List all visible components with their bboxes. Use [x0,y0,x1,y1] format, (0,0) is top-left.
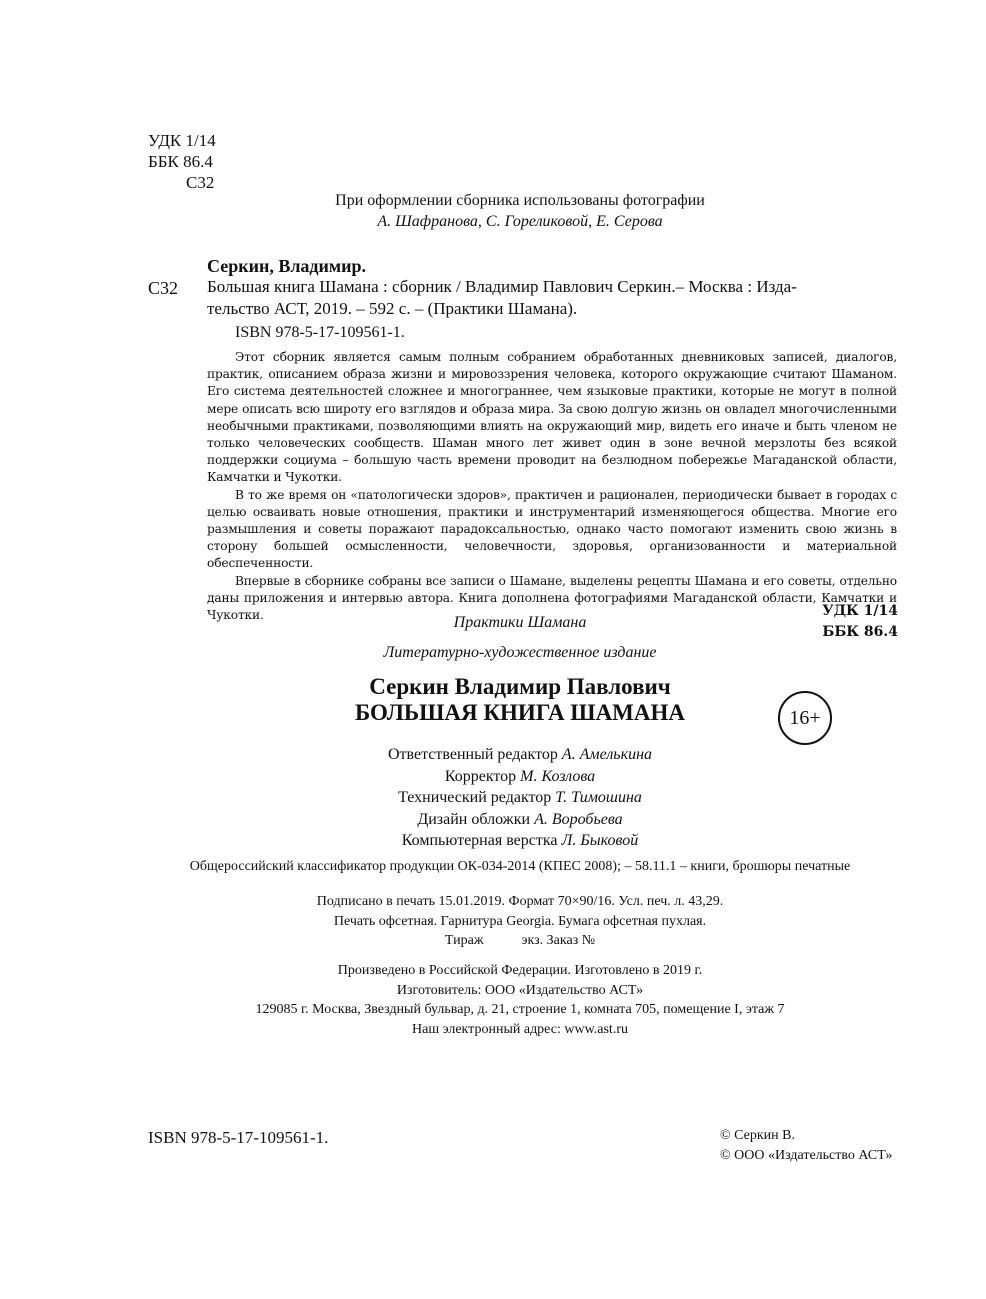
credit-person: Т. Тимошина [555,789,642,806]
annotation [207,349,897,624]
bbk-right-code: ББК 86.4 [822,624,898,640]
product-classifier: Общероссийский классификатор продукции ОК-034-2014 (КПЕС 2008); – 58.11.1 – книги, брошюры печатные [189,859,851,874]
copyright-publisher: © ООО «Издательство АСТ» [720,1148,893,1163]
credit-role: Технический редактор [398,789,552,806]
bibliography-author: Серкин, Владимир. [207,256,367,276]
credit-person: М. Козлова [520,767,596,785]
credit-role: Корректор [444,767,517,785]
copyright-author: © Серкин В. [720,1128,795,1143]
print-info-line3 [200,931,840,951]
photo-credit-names: А. Шафранова, С. Гореликовой, Е. Серова [377,213,663,230]
bibliography-record [207,276,897,320]
credits [200,744,840,852]
credit-line [200,809,840,831]
photo-credit [200,190,840,232]
bibliography-line2: тельство АСТ, 2019. – 592 с. – (Практики Шамана). [207,299,578,318]
print-info [200,892,840,951]
udk-block [148,130,216,193]
production-line3: 129085 г. Москва, Звездный бульвар, д. 21, строение 1, комната 705, помещение I, этаж 7 [255,1002,785,1017]
series-name: Практики Шамана [453,614,587,631]
age-rating-badge [778,691,832,745]
production-line2: Изготовитель: ООО «Издательство АСТ» [396,982,644,998]
annotation-paragraph-2: В то же время он «патологически здоров», практичен и рационален, периодически бывает в городах с целью осваивать новые отношения, практики и инструментарий изменяющегося общества. Многие его размышления и советы поражают парадоксальностью, однако часто помогают изменить свою жизнь в сторону большей осмысленности, человечности, здоровья, организованности и материальной обеспеченности. [207,487,897,571]
credit-person: А. Амелькина [561,746,652,763]
bibliography-isbn: ISBN 978-5-17-109561-1. [235,324,405,341]
author-mark: С32 [186,173,215,192]
udk-code: УДК 1/14 [148,131,216,150]
age-rating-label: 16+ [789,706,821,729]
annotation-paragraph-1: Этот сборник является самым полным собранием обработанных дневниковых записей, диалогов, практик, описанием образа жизни и мировоззрения человека, которого окружающие считают Шаманом. Его система деятельностей сложнее и многограннее, чем языковые практики, которые не могут в полной мере описать всю широту его взглядов и образа мира. За свою долгую жизнь он овладел многочисленными необычными практиками, позволяющими влиять на окружающий мир, видеть его иначе и быть членом не только человеческих сообществ. Шаман много лет живет один в зоне вечной мерзлоты без всякой поддержки социума – большую часть времени проводит на безлюдном побережье Магаданской области, Камчатки и Чукотки. [207,350,897,485]
udk-right-code: УДК 1/14 [822,603,898,619]
genre: Литературно-художественное издание [383,644,657,661]
annotation-paragraph-3: Впервые в сборнике собраны все записи о Шамане, выделены рецепты Шамана и его советы, отдельно даны приложения и интервью автора. Книга дополнена фотографиями Магаданской области, Камчатки и Чукотки. [207,573,897,623]
production-line1: Произведено в Российской Федерации. Изготовлено в 2019 г. [337,963,703,978]
credit-line [200,744,840,766]
book-title: БОЛЬШАЯ КНИГА ШАМАНА [355,700,685,725]
credit-role: Компьютерная верстка [401,832,558,849]
production-info [200,961,840,1039]
credit-line [200,830,840,852]
credit-person: А. Воробьева [534,810,623,828]
bibliography-line1: Большая книга Шамана : сборник / Владимир Павлович Серкин.– Москва : Изда- [207,277,797,296]
bibliography-code: С32 [148,278,179,298]
bbk-code: ББК 86.4 [148,152,213,171]
author-full-name: Серкин Владимир Павлович [369,674,671,699]
print-run-label: Тираж [444,933,484,948]
credit-person: Л. Быковой [561,832,639,849]
credit-role: Дизайн обложки [417,810,531,828]
print-info-line2: Печать офсетная. Гарнитура Georgia. Бумага офсетная пухлая. [333,913,707,929]
production-line4: Наш электронный адрес: www.ast.ru [412,1021,628,1037]
print-info-line1: Подписано в печать 15.01.2019. Формат 70×90/16. Усл. печ. л. 43,29. [316,894,724,909]
credit-role: Ответственный редактор [387,746,558,763]
credit-line [200,766,840,788]
order-label: экз. Заказ № [521,933,596,948]
photo-credit-line1: При оформлении сборника использованы фотографии [335,192,705,209]
copyright-block [720,1126,892,1166]
isbn-bottom: ISBN 978-5-17-109561-1. [148,1128,329,1147]
credit-line [200,787,840,809]
